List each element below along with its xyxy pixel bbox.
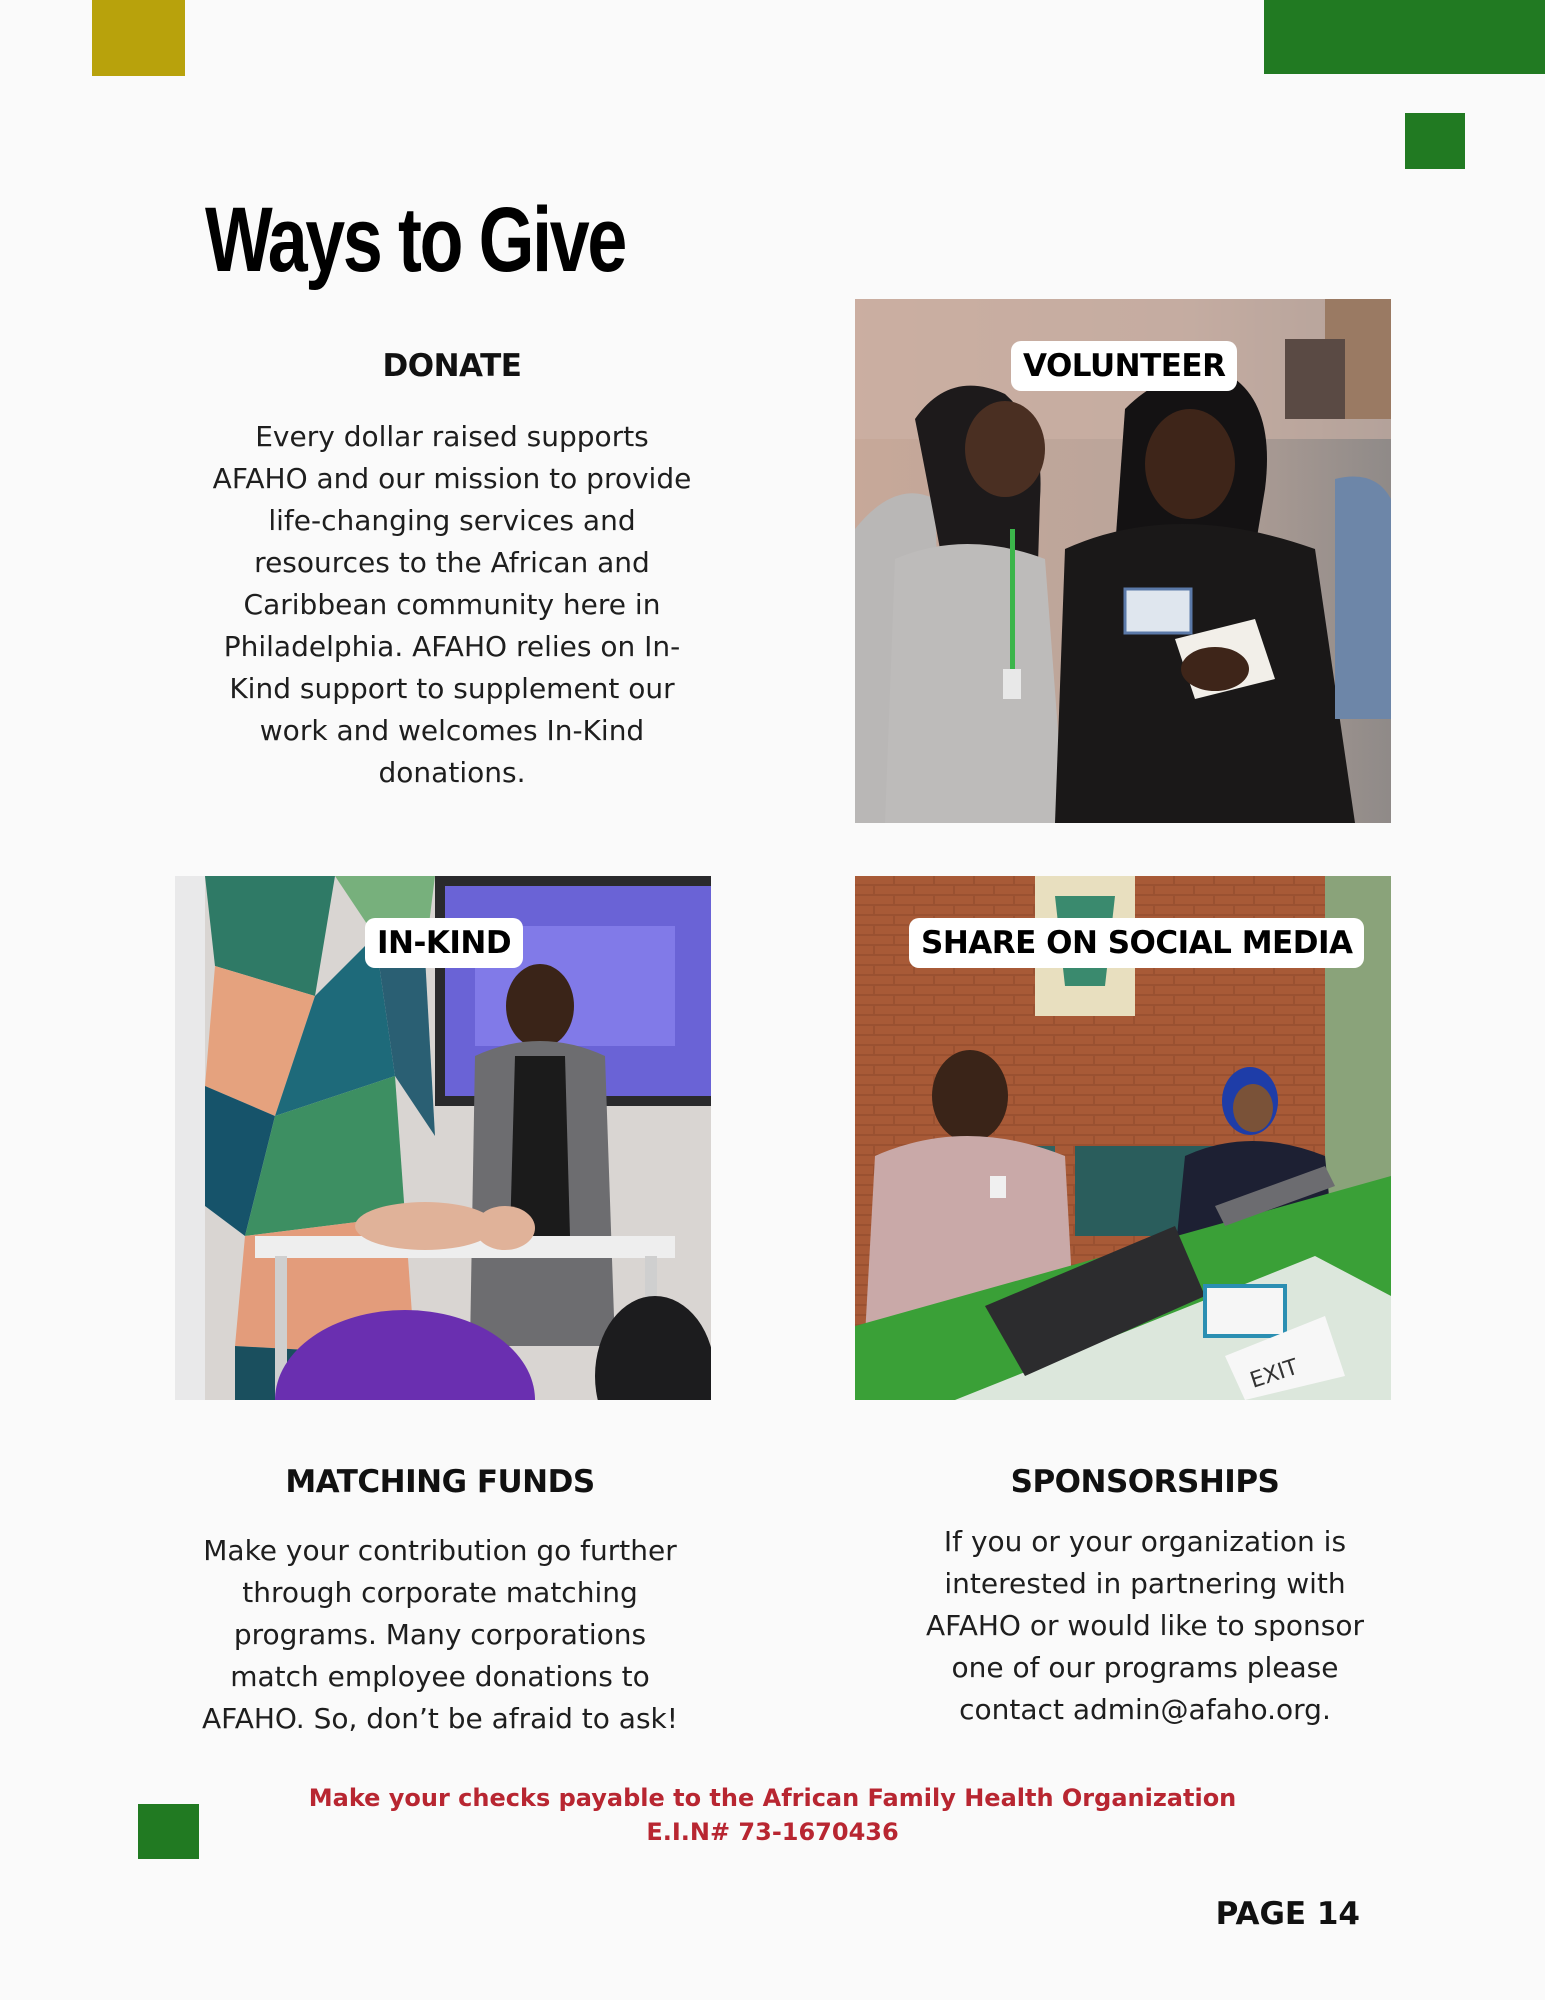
social-media-photo xyxy=(855,876,1391,1400)
donate-line: donations. xyxy=(378,756,526,789)
donate-paragraph xyxy=(152,416,752,794)
matching-line: Make your contribution go further xyxy=(203,1534,677,1567)
donate-line: life-changing services and xyxy=(268,504,636,537)
sponsorships-line: If you or your organization is xyxy=(943,1525,1347,1558)
decorative-green-square-bottom xyxy=(138,1804,199,1859)
donate-line: Caribbean community here in xyxy=(243,588,661,621)
sponsorships-heading: SPONSORSHIPS xyxy=(1010,1464,1280,1500)
volunteer-photo xyxy=(855,299,1391,823)
donate-line: work and welcomes In-Kind xyxy=(259,714,645,747)
in-kind-label: IN-KIND xyxy=(365,918,523,968)
matching-line: programs. Many corporations xyxy=(233,1618,647,1651)
sponsorships-line: interested in partnering with xyxy=(944,1567,1346,1600)
matching-line: through corporate matching xyxy=(242,1576,638,1609)
matching-line: AFAHO. So, don’t be afraid to ask! xyxy=(202,1702,678,1735)
page-number: PAGE 14 xyxy=(1215,1896,1360,1932)
matching-funds-heading: MATCHING FUNDS xyxy=(285,1464,595,1500)
donate-line: Philadelphia. AFAHO relies on In- xyxy=(223,630,681,663)
decorative-olive-square xyxy=(92,0,185,76)
volunteer-label: VOLUNTEER xyxy=(1011,341,1237,391)
matching-line: match employee donations to xyxy=(230,1660,650,1693)
donate-line: Every dollar raised supports xyxy=(255,420,649,453)
sponsorships-line: AFAHO or would like to sponsor xyxy=(926,1609,1364,1642)
donate-heading: DONATE xyxy=(382,348,522,384)
page-title: Ways to Give xyxy=(205,189,625,291)
decorative-green-square-top xyxy=(1405,113,1465,169)
donate-line: resources to the African and xyxy=(254,546,650,579)
decorative-green-bar xyxy=(1264,0,1545,74)
sponsorships-paragraph xyxy=(845,1521,1445,1731)
exit-sign-text: EXIT xyxy=(1247,1354,1302,1394)
sponsorships-line: contact admin@afaho.org. xyxy=(959,1693,1331,1726)
matching-funds-paragraph xyxy=(140,1530,740,1740)
donate-line: Kind support to supplement our xyxy=(229,672,675,705)
donate-line: AFAHO and our mission to provide xyxy=(212,462,692,495)
checks-payable-note: Make your checks payable to the African Family Health Organization xyxy=(308,1784,1237,1812)
ein-number: E.I.N# 73-1670436 xyxy=(646,1818,899,1846)
in-kind-photo xyxy=(175,876,711,1400)
sponsorships-line: one of our programs please xyxy=(951,1651,1339,1684)
social-media-label: SHARE ON SOCIAL MEDIA xyxy=(909,918,1364,968)
